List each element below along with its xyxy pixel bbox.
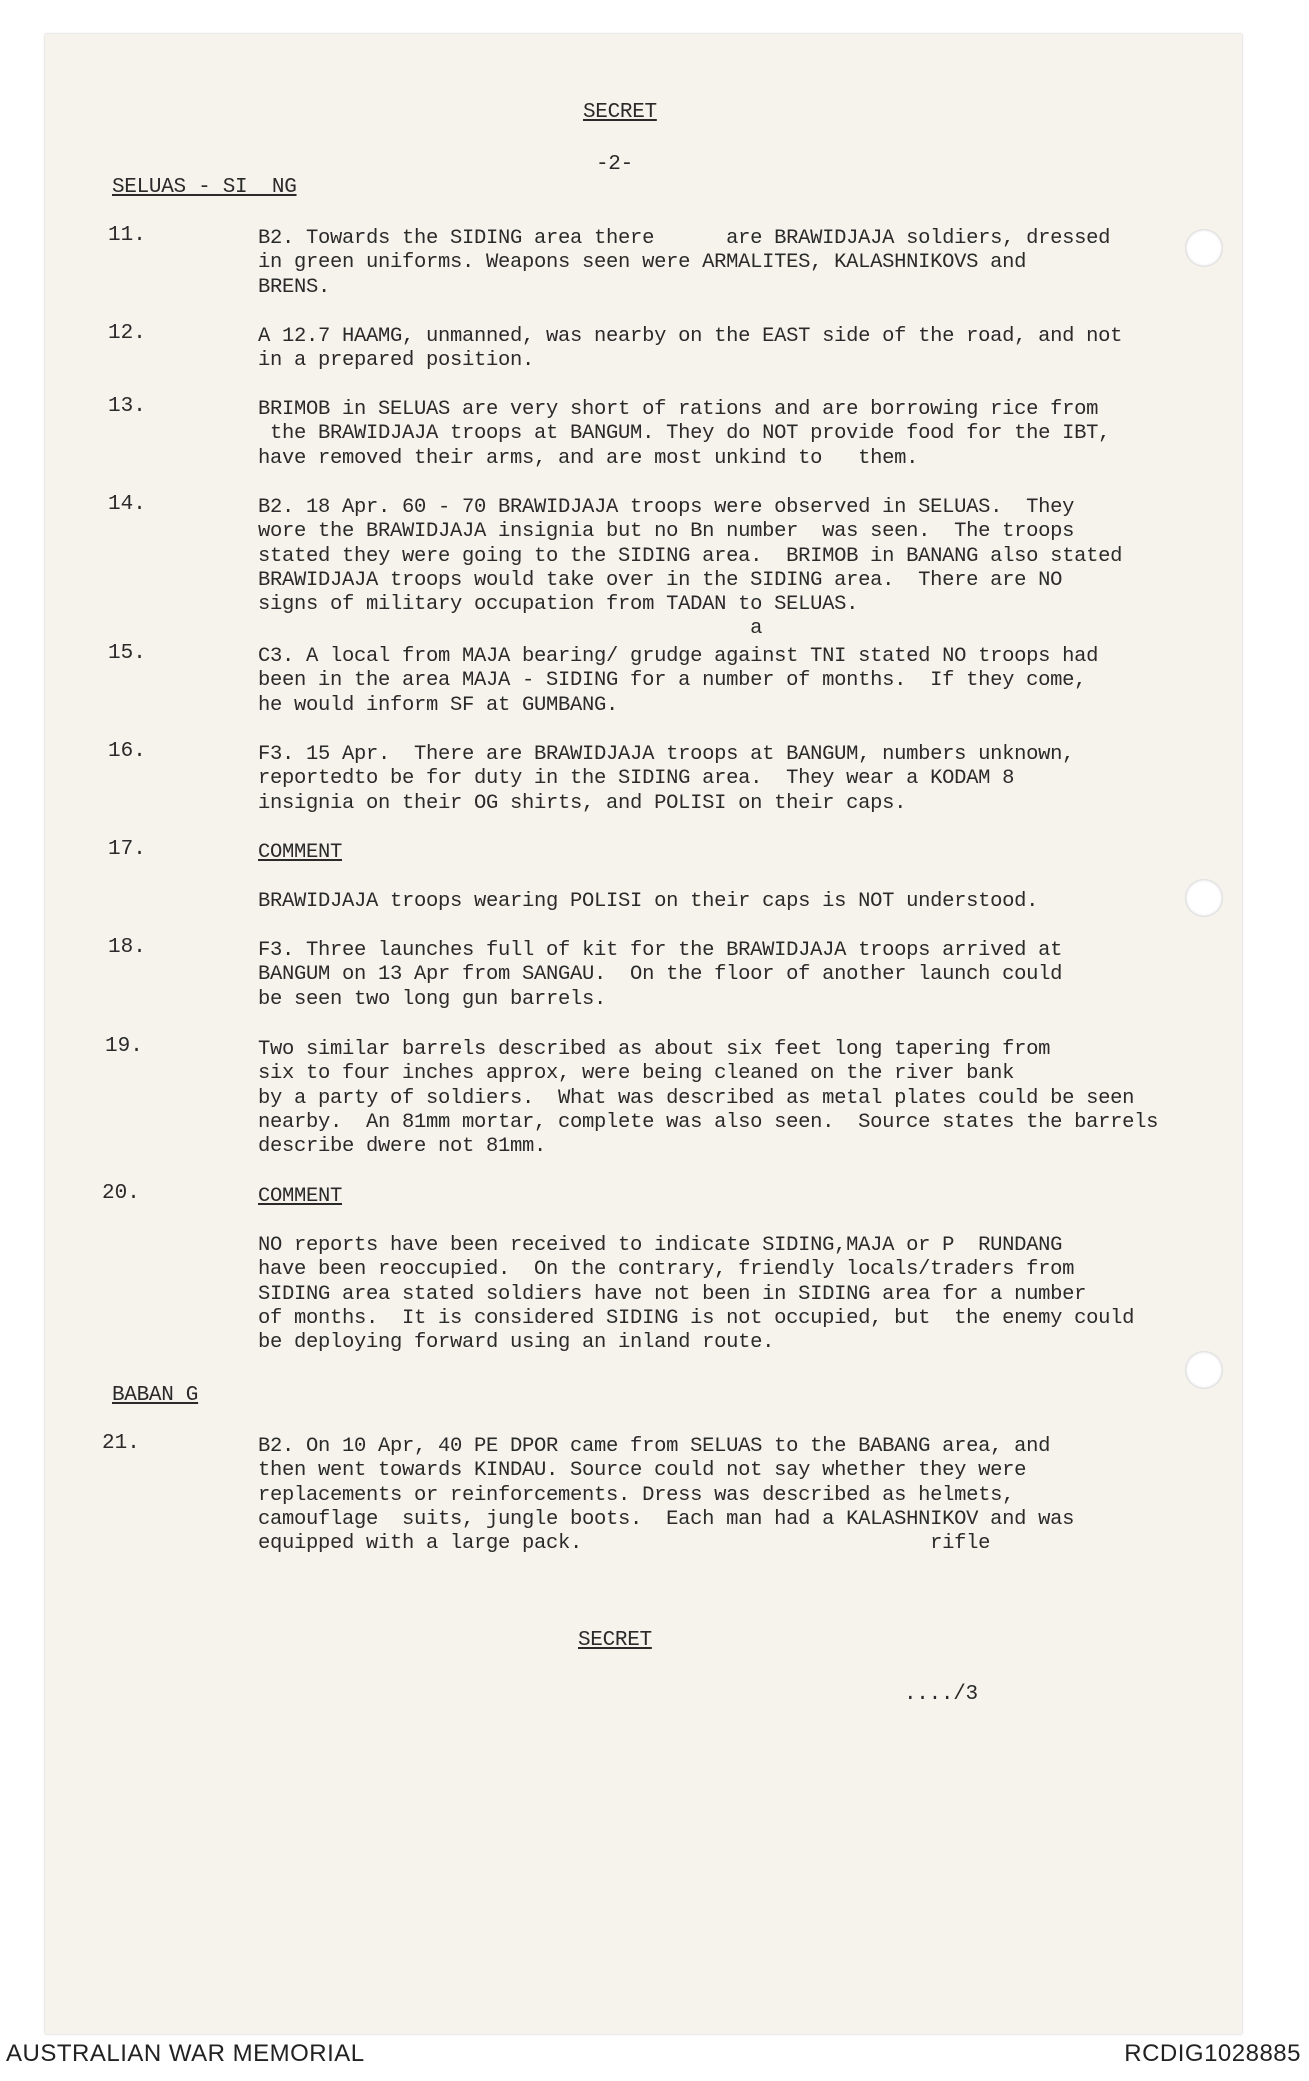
paragraph-number: 18. [108,936,146,959]
punch-hole [1185,229,1223,267]
paragraph-number: 12. [108,322,146,345]
section-heading: SELUAS - SI NG [112,176,297,199]
footer-classification: SECRET [578,1629,652,1652]
paragraph-text: B2. 18 Apr. 60 - 70 BRAWIDJAJA troops were observed in SELUAS. They wore the BRAWIDJAJA insignia but no Bn number was seen. The troops stated they were going to the SIDING area. BRIMOB in BANANG also stated BRAWIDJAJA troops would take over in the SIDING area. There are NO signs of military occupation from TADAN to SELUAS. a [258,496,1123,641]
comment-heading: COMMENT [258,1185,343,1208]
paragraph-text: B2. Towards the SIDING area there are BRAWIDJAJA soldiers, dressed in green uniforms. Weapons seen were ARMALITES, KALASHNIKOVS and BRENS. [258,227,1111,299]
paragraph-number: 14. [108,493,146,516]
paragraph-number: 17. [108,838,146,861]
archive-institution: AUSTRALIAN WAR MEMORIAL [6,2040,365,2067]
paragraph-text: B2. On 10 Apr, 40 PE DPOR came from SELUAS to the BABANG area, and then went towards KINDAU. Source could not say whether they were replacements or reinforcements. Dress was described as helmets, camouflage suits, jungle boots. Each man had a KALASHNIKOV and was equipped with a large pack. rifle [258,1435,1075,1556]
paragraph-text: BRAWIDJAJA troops wearing POLISI on their caps is NOT understood. [258,890,1039,913]
paragraph-text: C3. A local from MAJA bearing/ grudge against TNI stated NO troops had been in the area MAJA - SIDING for a number of months. If they come, he would inform SF at GUMBANG. [258,645,1099,717]
page-number: -2- [596,153,633,176]
paragraph-text: A 12.7 HAAMG, unmanned, was nearby on the EAST side of the road, and not in a prepared position. [258,325,1123,373]
paragraph-text: BRIMOB in SELUAS are very short of rations and are borrowing rice from the BRAWIDJAJA troops at BANGUM. They do NOT provide food for the IBT, have removed their arms, and are most unkind to them. [258,398,1111,470]
paragraph-text: F3. 15 Apr. There are BRAWIDJAJA troops at BANGUM, numbers unknown, reportedto be for duty in the SIDING area. They wear a KODAM 8 insignia on their OG shirts, and POLISI on their caps. [258,743,1075,815]
archive-reference: RCDIG1028885 [1124,2040,1301,2067]
paragraph-number: 19. [105,1035,143,1058]
paragraph-number: 15. [108,642,146,665]
paragraph-text: Two similar barrels described as about six feet long tapering from six to four inches approx, were being cleaned on the river bank by a party of soldiers. What was described as metal plates could be seen nearby. An 81mm mortar, complete was also seen. Source states the barrels describe dwere not 81mm. [258,1038,1159,1159]
continuation-marker: ..../3 [904,1683,978,1706]
comment-heading: COMMENT [258,841,343,864]
header-classification: SECRET [583,101,657,124]
paragraph-number: 21. [102,1432,140,1455]
punch-hole [1185,1351,1223,1389]
paragraph-number: 16. [108,740,146,763]
paragraph-text: NO reports have been received to indicate SIDING,MAJA or P RUNDANG have been reoccupied. On the contrary, friendly locals/traders from SIDING area stated soldiers have not been in SIDING area for a number of months. It is considered SIDING is not occupied, but the enemy could be deploying forward using an inland route. [258,1234,1135,1355]
paragraph-number: 11. [108,224,146,247]
paragraph-number: 20. [102,1182,140,1205]
punch-hole [1185,879,1223,917]
paragraph-number: 13. [108,395,146,418]
section-heading: BABAN G [112,1384,199,1407]
paragraph-text: F3. Three launches full of kit for the BRAWIDJAJA troops arrived at BANGUM on 13 Apr from SANGAU. On the floor of another launch could be seen two long gun barrels. [258,939,1063,1011]
